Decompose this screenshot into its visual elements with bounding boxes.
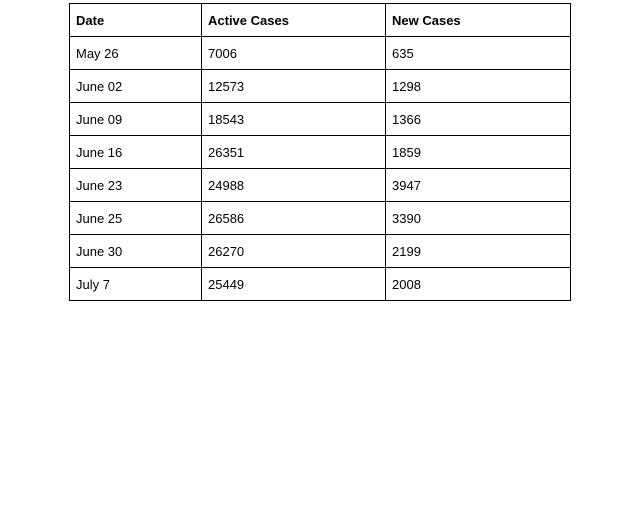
cell-new-cases: 1366 [386,103,571,136]
cell-active-cases: 7006 [202,37,386,70]
cell-date: June 23 [70,169,202,202]
header-active-cases: Active Cases [202,4,386,37]
cell-new-cases: 2199 [386,235,571,268]
cell-active-cases: 24988 [202,169,386,202]
table-row [70,268,571,301]
cell-new-cases: 3390 [386,202,571,235]
table-row [70,202,571,235]
cell-new-cases: 1859 [386,136,571,169]
table-row [70,70,571,103]
cell-date: May 26 [70,37,202,70]
header-new-cases: New Cases [386,4,571,37]
header-date: Date [70,4,202,37]
cell-date: June 30 [70,235,202,268]
table-row [70,136,571,169]
cell-active-cases: 26351 [202,136,386,169]
cell-active-cases: 25449 [202,268,386,301]
cell-date: June 16 [70,136,202,169]
cell-active-cases: 26270 [202,235,386,268]
cell-date: June 02 [70,70,202,103]
cell-new-cases: 1298 [386,70,571,103]
table-row [70,103,571,136]
cell-date: June 09 [70,103,202,136]
cell-date: June 25 [70,202,202,235]
cell-active-cases: 18543 [202,103,386,136]
cell-active-cases: 12573 [202,70,386,103]
cell-active-cases: 26586 [202,202,386,235]
table-row [70,235,571,268]
table-row [70,169,571,202]
cell-new-cases: 3947 [386,169,571,202]
cell-new-cases: 635 [386,37,571,70]
cell-date: July 7 [70,268,202,301]
cases-table [69,3,571,301]
table-row [70,37,571,70]
cell-new-cases: 2008 [386,268,571,301]
table-header-row [70,4,571,37]
